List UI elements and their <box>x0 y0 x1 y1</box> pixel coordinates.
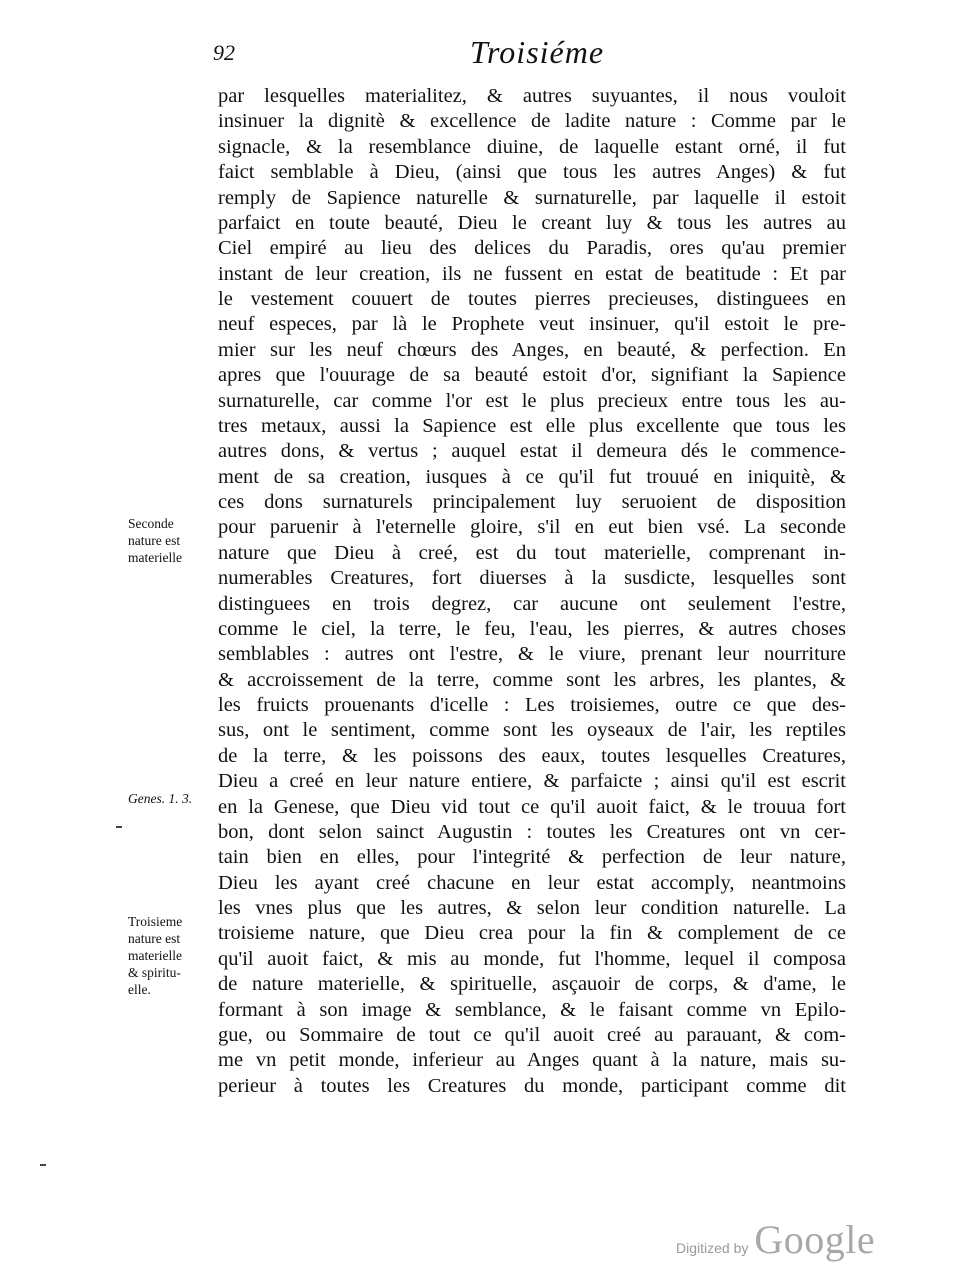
text-line: instant de leur creation, ils ne fussent en estat de beatitude : Et par <box>218 262 846 285</box>
body-text <box>218 84 846 1099</box>
text-line: autres dons, & vertus ; auquel estat il demeura dés le commence- <box>218 440 846 463</box>
text-line: remply de Sapience naturelle & surnaturelle, par laquelle il estoit <box>218 186 846 209</box>
text-line: & accroissement de la terre, comme sont les arbres, les plantes, & <box>218 668 846 691</box>
text-line: le vestement couuert de toutes pierres precieuses, distinguees en <box>218 288 846 310</box>
text-line: bon, dont selon sainct Augustin : toutes les Creatures ont vn cer- <box>218 820 846 843</box>
text-line: les fruicts prouenants d'icelle : Les troisiemes, outre ce que des- <box>218 694 846 716</box>
text-line: de nature materielle, & spirituelle, asçauoir de corps, & d'ame, le <box>218 973 846 996</box>
google-watermark <box>676 1216 875 1263</box>
text-line: sus, ont le sentiment, comme sont les oyseaux de l'air, les reptiles <box>218 719 846 742</box>
running-head: Troisiéme <box>470 34 605 70</box>
watermark-prefix: Digitized by <box>676 1240 749 1256</box>
text-line: de la terre, & les poissons des eaux, toutes lesquelles Creatures, <box>218 744 846 767</box>
text-line: Dieu a creé en leur nature entiere, & parfaicte ; ainsi qu'il est escrit <box>218 770 846 793</box>
text-line: parfaict en toute beauté, Dieu le creant luy & tous les autres au <box>218 211 846 234</box>
text-line: Dieu les ayant creé chacune en leur estat accomply, neantmoins <box>218 871 846 894</box>
margin-note-line: nature est <box>128 533 181 548</box>
text-line: faict semblable à Dieu, (ainsi que tous les autres Anges) & fut <box>218 161 846 184</box>
margin-note-line: nature est <box>128 931 181 946</box>
text-line: distinguees en trois degrez, car aucune ont seulement l'estre, <box>218 592 846 615</box>
text-line: troisieme nature, que Dieu crea pour la fin & complement de ce <box>218 922 846 945</box>
text-line: neuf especes, par là le Prophete veut insinuer, qu'il estoit le pre- <box>218 313 846 336</box>
text-line: surnaturelle, car comme l'or est le plus precieux entre tous les au- <box>218 389 846 412</box>
text-line: apres que l'ouurage de sa beauté estoit d'or, signifiant la Sapience <box>218 364 846 387</box>
text-line: me vn petit monde, inferieur au Anges quant à la nature, mais su- <box>218 1049 846 1072</box>
text-line: formant à son image & semblance, & le faisant comme vn Epilo- <box>218 998 846 1021</box>
margin-note-line: Genes. 1. 3. <box>128 791 193 806</box>
text-line: signacle, & la resemblance diuine, de laquelle estant orné, il fut <box>218 135 846 158</box>
margin-note-line: materielle <box>128 948 182 963</box>
text-line: qu'il auoit faict, & mis au monde, fut l'homme, lequel il composa <box>218 947 846 970</box>
text-line: en la Genese, que Dieu vid tout ce qu'il auoit faict, & le trouua fort <box>218 795 846 818</box>
margin-note-line: elle. <box>128 982 151 997</box>
margin-note-line: Troisieme <box>128 914 183 929</box>
text-line: Ciel empiré au lieu des delices du Paradis, ores qu'au premier <box>218 237 846 260</box>
text-line: mier sur les neuf chœurs des Anges, en beauté, & perfection. En <box>218 338 846 361</box>
stray-mark <box>40 1164 46 1166</box>
text-line: semblables : autres ont l'estre, & le viure, prenant leur nourriture <box>218 643 846 666</box>
margin-note-genesis-ref <box>128 790 214 807</box>
stray-mark <box>116 826 122 828</box>
text-line: insinuer la dignitè & excellence de ladite nature : Comme par le <box>218 110 846 133</box>
text-line: tain bien en elles, pour l'integrité & perfection de leur nature, <box>218 846 846 869</box>
text-line: perieur à toutes les Creatures du monde, participant comme dit <box>218 1074 846 1097</box>
margin-note-troisieme-nature <box>128 913 214 998</box>
text-line: nature que Dieu à creé, est du tout materielle, comprenant in- <box>218 541 846 564</box>
margin-note-line: & spiritu- <box>128 965 181 980</box>
text-line: pour paruenir à l'eternelle gloire, s'il en eut bien vsé. La seconde <box>218 516 846 539</box>
text-line: comme le ciel, la terre, le feu, l'eau, les pierres, & autres choses <box>218 617 846 640</box>
text-line: numerables Creatures, fort diuerses à la susdicte, lesquelles sont <box>218 567 846 590</box>
margin-note-line: Seconde <box>128 516 174 531</box>
text-line: par lesquelles materialitez, & autres suyuantes, il nous vouloit <box>218 85 846 107</box>
text-line: tres metaux, aussi la Sapience est elle plus excellente que tous les <box>218 414 846 437</box>
google-logo: Google <box>754 1217 876 1262</box>
text-line: gue, ou Sommaire de tout ce qu'il auoit creé au parauant, & com- <box>218 1023 846 1046</box>
text-line: ment de sa creation, iusques à ce qu'il fut trouué en iniquitè, & <box>218 465 846 488</box>
page-number: 92 <box>213 40 235 65</box>
text-line: ces dons surnaturels principalement luy seruoient de disposition <box>218 491 846 513</box>
text-line: les vnes plus que les autres, & selon leur condition naturelle. La <box>218 897 846 919</box>
margin-note-line: materielle <box>128 550 182 565</box>
margin-note-seconde-nature <box>128 515 214 566</box>
